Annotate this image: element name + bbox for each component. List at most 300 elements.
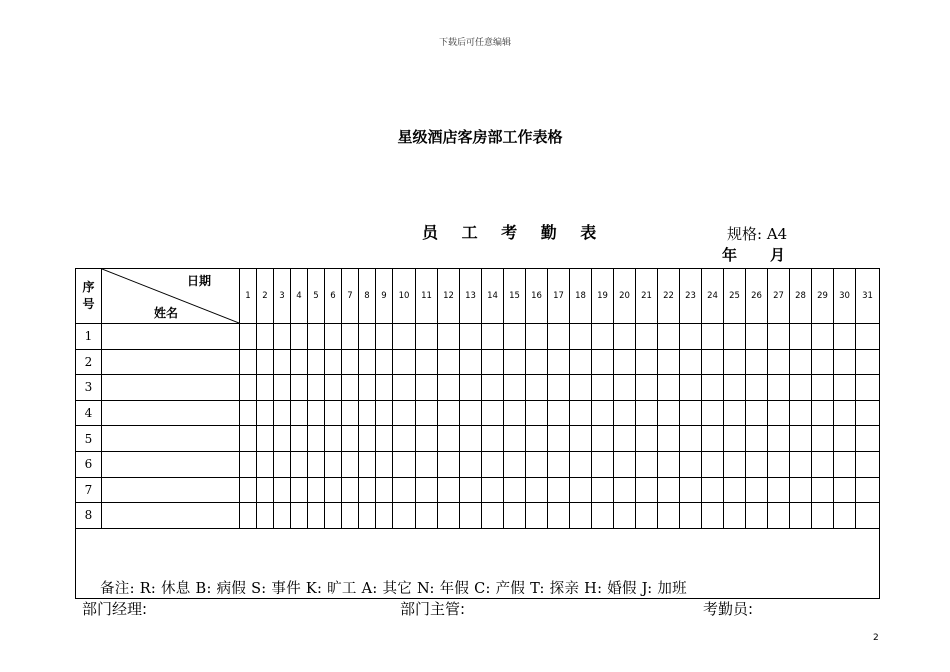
table-row [76,503,880,529]
attendance-cell [790,375,812,401]
attendance-cell [359,451,376,477]
attendance-cell [636,324,658,350]
attendance-cell [702,477,724,503]
attendance-cell [460,503,482,529]
attendance-cell [636,375,658,401]
name-cell [102,375,240,401]
attendance-cell [376,324,393,350]
day-header: 17 [548,269,570,324]
day-header: 21 [636,269,658,324]
attendance-cell [746,324,768,350]
attendance-cell [592,477,614,503]
day-header: 1 [240,269,257,324]
attendance-cell [724,503,746,529]
attendance-cell [658,503,680,529]
attendance-cell [342,375,359,401]
attendance-cell [240,477,257,503]
attendance-cell [257,477,274,503]
attendance-cell [680,400,702,426]
day-header: 28 [790,269,812,324]
page-number: 2 [873,633,879,643]
attendance-cell [308,426,325,452]
attendance-cell [274,400,291,426]
attendance-cell [812,451,834,477]
attendance-cell [257,503,274,529]
day-header: 13 [460,269,482,324]
attendance-cell [724,349,746,375]
attendance-cell [359,503,376,529]
attendance-cell [526,375,548,401]
attendance-cell [526,451,548,477]
attendance-cell [790,349,812,375]
attendance-cell [614,324,636,350]
attendance-cell [702,426,724,452]
name-cell [102,324,240,350]
table-row [76,324,880,350]
row-number: 8 [76,503,102,529]
attendance-cell [614,426,636,452]
attendance-cell [746,375,768,401]
attendance-cell [393,400,416,426]
attendance-cell [702,503,724,529]
attendance-cell [812,400,834,426]
attendance-cell [834,349,856,375]
attendance-cell [834,400,856,426]
table-row [76,375,880,401]
attendance-cell [460,451,482,477]
day-header: 30 [834,269,856,324]
attendance-cell [325,349,342,375]
attendance-cell [548,375,570,401]
attendance-cell [240,375,257,401]
seq-header-line-1: 序 [82,280,95,294]
attendance-cell [291,400,308,426]
day-header: 11 [416,269,438,324]
attendance-cell [257,451,274,477]
attendance-cell [658,375,680,401]
attendance-cell [856,426,880,452]
attendance-cell [240,451,257,477]
table-row [76,477,880,503]
attendance-cell [325,375,342,401]
day-header: 19 [592,269,614,324]
table-header-row [76,269,880,324]
attendance-cell [359,477,376,503]
attendance-cell [342,349,359,375]
attendance-cell [342,503,359,529]
attendance-cell [570,477,592,503]
attendance-cell [702,400,724,426]
attendance-cell [240,324,257,350]
attendance-cell [724,400,746,426]
name-cell [102,477,240,503]
day-header: 20 [614,269,636,324]
attendance-cell [359,349,376,375]
attendance-cell [658,426,680,452]
attendance-cell [325,324,342,350]
day-header: 12 [438,269,460,324]
attendance-cell [376,477,393,503]
attendance-cell [548,451,570,477]
attendance-cell [274,503,291,529]
attendance-cell [416,451,438,477]
attendance-cell [504,349,526,375]
attendance-cell [856,503,880,529]
attendance-cell [257,349,274,375]
attendance-cell [768,349,790,375]
day-header: 24 [702,269,724,324]
attendance-table [75,268,880,599]
table-row [76,426,880,452]
day-header: 23 [680,269,702,324]
attendance-cell [790,477,812,503]
attendance-cell [460,477,482,503]
attendance-cell [291,349,308,375]
attendance-cell [680,349,702,375]
date-header-label: 日期 [186,274,211,288]
table-row [76,451,880,477]
attendance-cell [526,477,548,503]
attendance-cell [724,324,746,350]
attendance-cell [325,426,342,452]
row-number: 4 [76,400,102,426]
spec-label: 规格: A4 [727,225,788,243]
day-header: 31 [856,269,880,324]
attendance-cell [790,324,812,350]
attendance-cell [504,324,526,350]
attendance-cell [359,375,376,401]
attendance-cell [834,451,856,477]
attendance-cell [438,349,460,375]
attendance-cell [482,324,504,350]
name-cell [102,503,240,529]
attendance-cell [416,400,438,426]
attendance-cell [460,400,482,426]
attendance-cell [548,477,570,503]
attendance-cell [856,324,880,350]
attendance-cell [768,375,790,401]
legend-cell [76,528,880,598]
attendance-cell [438,477,460,503]
attendance-cell [526,349,548,375]
attendance-cell [274,451,291,477]
attendance-cell [702,349,724,375]
attendance-cell [614,503,636,529]
day-header: 16 [526,269,548,324]
attendance-cell [325,477,342,503]
attendance-cell [438,426,460,452]
attendance-cell [702,324,724,350]
name-cell [102,349,240,375]
attendance-cell [460,426,482,452]
attendance-cell [680,375,702,401]
table-row [76,400,880,426]
attendance-cell [680,451,702,477]
attendance-cell [274,349,291,375]
attendance-cell [812,503,834,529]
day-header: 18 [570,269,592,324]
row-number: 1 [76,324,102,350]
attendance-cell [308,324,325,350]
attendance-cell [812,375,834,401]
attendance-cell [570,426,592,452]
attendance-cell [393,451,416,477]
attendance-cell [724,426,746,452]
row-number: 2 [76,349,102,375]
attendance-cell [504,375,526,401]
day-header: 25 [724,269,746,324]
attendance-cell [504,400,526,426]
attendance-cell [570,349,592,375]
attendance-cell [274,426,291,452]
attendance-cell [482,477,504,503]
attendance-cell [416,426,438,452]
attendance-cell [325,451,342,477]
day-header: 2 [257,269,274,324]
attendance-cell [636,477,658,503]
attendance-cell [548,503,570,529]
attendance-cell [342,324,359,350]
row-number: 7 [76,477,102,503]
attendance-cell [548,349,570,375]
row-number: 3 [76,375,102,401]
attendance-cell [636,426,658,452]
day-header: 29 [812,269,834,324]
attendance-cell [746,349,768,375]
attendance-cell [570,400,592,426]
attendance-cell [274,324,291,350]
attendance-cell [834,324,856,350]
attendance-cell [257,324,274,350]
attendance-cell [376,375,393,401]
attendance-cell [526,503,548,529]
attendance-cell [460,324,482,350]
attendance-cell [438,324,460,350]
attendance-cell [482,349,504,375]
day-header: 14 [482,269,504,324]
name-cell [102,451,240,477]
attendance-cell [416,503,438,529]
attendance-cell [658,451,680,477]
attendance-cell [308,349,325,375]
attendance-cell [592,349,614,375]
attendance-cell [376,349,393,375]
attendance-cell [393,503,416,529]
attendance-cell [526,426,548,452]
attendance-cell [768,477,790,503]
attendance-cell [680,503,702,529]
attendance-cell [592,375,614,401]
attendance-cell [768,400,790,426]
attendance-cell [393,426,416,452]
attendance-cell [636,400,658,426]
attendance-cell [746,426,768,452]
day-header: 15 [504,269,526,324]
attendance-cell [570,503,592,529]
attendance-cell [790,400,812,426]
day-header: 5 [308,269,325,324]
attendance-cell [812,426,834,452]
attendance-cell [834,477,856,503]
attendance-cell [482,451,504,477]
attendance-cell [658,349,680,375]
attendance-cell [724,477,746,503]
day-header: 7 [342,269,359,324]
day-header: 6 [325,269,342,324]
row-number: 6 [76,451,102,477]
attendance-cell [768,503,790,529]
attendance-cell [359,400,376,426]
attendance-cell [680,324,702,350]
name-cell [102,400,240,426]
attendance-cell [680,426,702,452]
attendance-cell [658,324,680,350]
attendance-cell [834,426,856,452]
attendance-cell [702,375,724,401]
attendance-cell [460,375,482,401]
day-header: 22 [658,269,680,324]
attendance-cell [376,451,393,477]
attendance-cell [393,324,416,350]
attendance-cell [768,324,790,350]
attendance-cell [393,375,416,401]
attendance-cell [570,375,592,401]
attendance-cell [614,400,636,426]
attendance-cell [614,375,636,401]
attendance-cell [658,400,680,426]
attendance-cell [482,375,504,401]
header-note: 下载后可任意编辑 [438,38,511,48]
attendance-cell [240,503,257,529]
attendance-cell [482,503,504,529]
name-cell [102,426,240,452]
attendance-cell [570,324,592,350]
attendance-cell [240,400,257,426]
attendance-cell [592,426,614,452]
attendance-cell [504,477,526,503]
day-header: 3 [274,269,291,324]
date-name-header [102,269,240,324]
attendance-cell [274,375,291,401]
attendance-cell [438,375,460,401]
attendance-cell [308,477,325,503]
attendance-cell [592,503,614,529]
attendance-cell [416,324,438,350]
attendance-cell [325,400,342,426]
day-header: 4 [291,269,308,324]
attendance-cell [291,426,308,452]
attendance-cell [504,426,526,452]
attendance-cell [548,324,570,350]
attendance-cell [308,503,325,529]
day-header: 27 [768,269,790,324]
attendance-cell [812,324,834,350]
attendance-cell [614,349,636,375]
attendance-cell [790,426,812,452]
attendance-cell [746,400,768,426]
attendance-cell [680,477,702,503]
attendance-cell [257,400,274,426]
attendance-cell [482,426,504,452]
attendance-cell [812,477,834,503]
attendance-cell [658,477,680,503]
attendance-cell [274,477,291,503]
day-header: 9 [376,269,393,324]
attendance-cell [856,375,880,401]
attendance-cell [342,451,359,477]
attendance-cell [308,451,325,477]
attendance-cell [342,426,359,452]
legend-row [76,528,880,598]
legend-text: 备注: R: 休息 B: 病假 S: 事件 K: 旷工 A: 其它 N: 年假 C: 产假 T: 探亲 H: 婚假 J: 加班 [100,580,687,597]
attendance-cell [746,503,768,529]
attendance-cell [393,477,416,503]
attendance-cell [548,400,570,426]
table-title: 员 工 考 勤 表 [422,223,606,242]
attendance-cell [724,451,746,477]
attendance-cell [359,324,376,350]
attendance-cell [856,477,880,503]
attendance-cell [257,375,274,401]
attendance-cell [482,400,504,426]
attendance-cell [526,324,548,350]
attendance-cell [460,349,482,375]
attendance-cell [548,426,570,452]
attendance-cell [856,451,880,477]
attendance-cell [376,426,393,452]
attendance-cell [416,349,438,375]
seq-header [76,269,102,324]
department-manager-signature: 部门经理: [82,600,148,618]
name-header-label: 姓名 [154,306,179,320]
attendance-cell [308,375,325,401]
attendance-cell [636,503,658,529]
attendance-cell [240,426,257,452]
attendance-cell [724,375,746,401]
attendance-cell [291,477,308,503]
attendance-clerk-signature: 考勤员: [703,600,754,618]
attendance-cell [416,477,438,503]
attendance-cell [291,451,308,477]
attendance-cell [768,426,790,452]
attendance-cell [636,349,658,375]
attendance-cell [526,400,548,426]
table-row [76,349,880,375]
attendance-cell [342,477,359,503]
attendance-cell [834,503,856,529]
attendance-cell [746,451,768,477]
attendance-cell [359,426,376,452]
attendance-cell [592,451,614,477]
seq-header-line-2: 号 [82,297,95,311]
attendance-cell [438,451,460,477]
attendance-cell [393,349,416,375]
attendance-cell [325,503,342,529]
day-header: 26 [746,269,768,324]
attendance-cell [291,324,308,350]
attendance-cell [856,349,880,375]
attendance-cell [504,451,526,477]
attendance-cell [614,477,636,503]
day-header: 8 [359,269,376,324]
attendance-cell [592,324,614,350]
attendance-cell [438,503,460,529]
attendance-cell [504,503,526,529]
row-number: 5 [76,426,102,452]
day-header: 10 [393,269,416,324]
attendance-cell [570,451,592,477]
attendance-cell [376,503,393,529]
